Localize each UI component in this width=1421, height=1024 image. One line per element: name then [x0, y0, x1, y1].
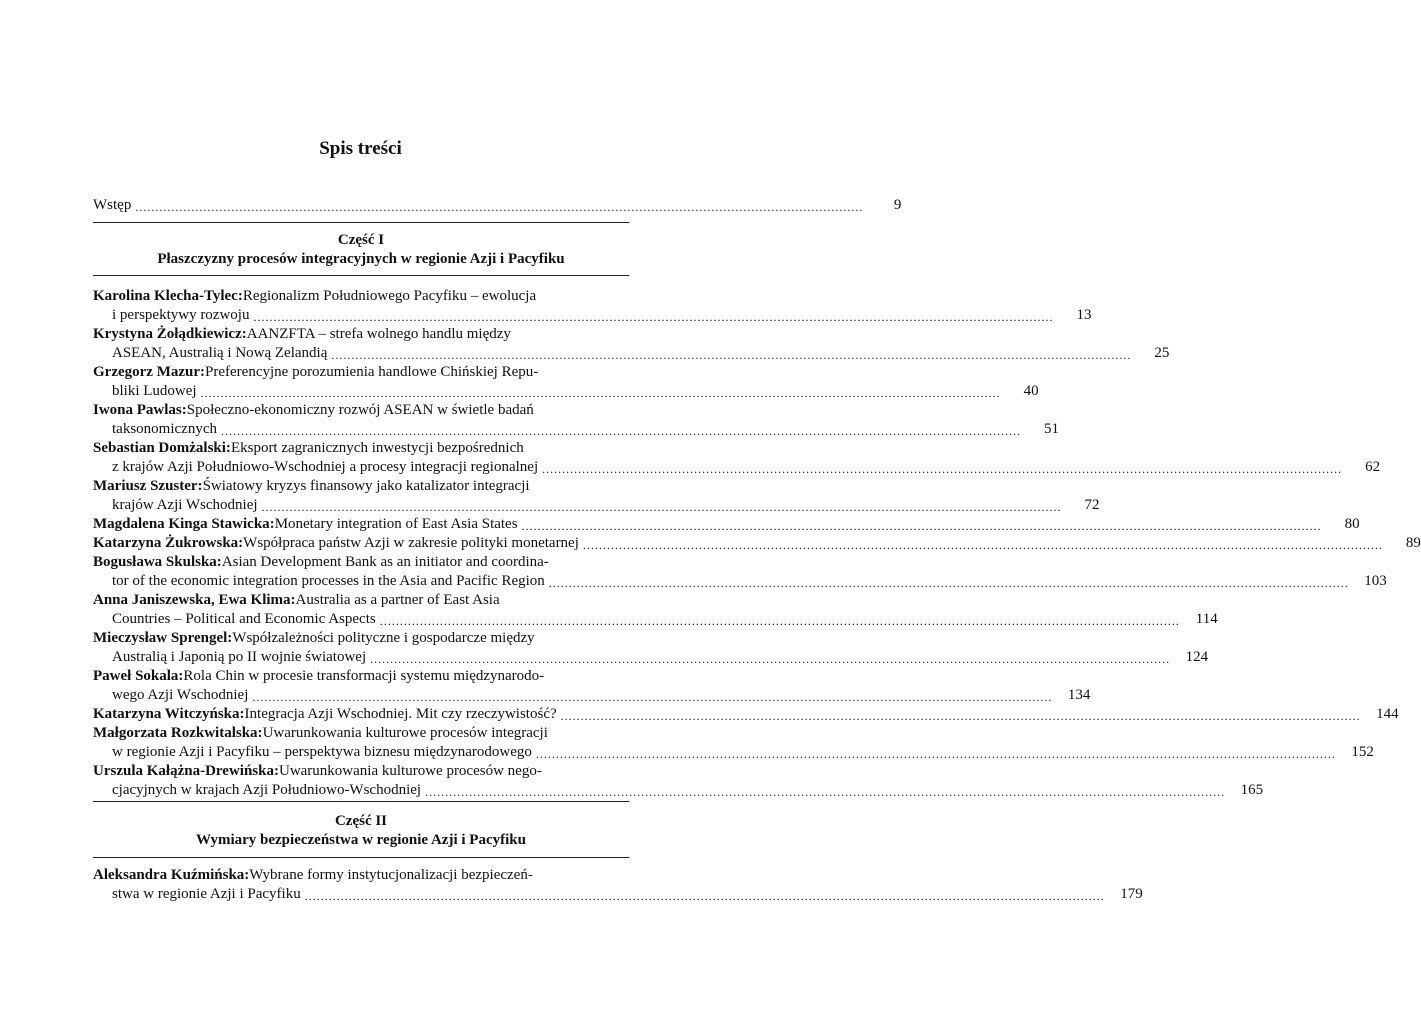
toc-entry-title: Australia as a partner of East Asia — [295, 592, 500, 608]
toc-entry[interactable] — [93, 553, 1387, 591]
toc-part-2-entries — [93, 866, 1143, 904]
toc-entry-title-continued: tor of the economic integration processes in the Asia and Pacific Region — [112, 573, 545, 589]
toc-entry-title-continued: cjacyjnych w krajach Azji Południowo-Wschodniej — [112, 782, 422, 798]
toc-page-number: 72 — [1084, 497, 1100, 513]
toc-entry-author: Iwona Pawlas: — [93, 402, 187, 418]
part-name: Płaszczyzny procesów integracyjnych w regionie Azji i Pacyfiku — [157, 251, 565, 267]
page-title: Spis treści — [319, 138, 402, 159]
toc-entry-author: Mieczysław Sprengel: — [93, 630, 233, 646]
toc-entry-author: Bogusława Skulska: — [93, 554, 222, 570]
toc-entry[interactable] — [93, 866, 1143, 904]
part-label: Część I — [337, 232, 385, 248]
leader-dots: ........................................................................................................................................................................................................ — [542, 462, 1343, 476]
toc-entry-title: Rola Chin w procesie transformacji systemu międzynarodo- — [183, 668, 545, 684]
toc-page-number: 144 — [1376, 706, 1399, 722]
divider — [93, 222, 629, 223]
toc-entry-title-continued: wego Azji Wschodniej — [112, 687, 249, 703]
toc-entry[interactable] — [93, 762, 1264, 800]
divider — [93, 275, 629, 276]
toc-page-number: 9 — [893, 197, 902, 213]
toc-page-number: 152 — [1351, 744, 1374, 760]
toc-entry-title: Monetary integration of East Asia States — [274, 516, 518, 532]
toc-entry[interactable] — [93, 705, 1399, 724]
toc-entry[interactable] — [93, 401, 1059, 439]
toc-entry-title-continued: taksonomicznych — [112, 421, 217, 437]
part-name: Wymiary bezpieczeństwa w regionie Azji i Pacyfiku — [196, 832, 526, 848]
toc-entry-title-continued: ASEAN, Australią i Nową Zelandią — [112, 345, 328, 361]
divider — [93, 857, 629, 858]
toc-entry-author: Anna Janiszewska, Ewa Klima: — [93, 592, 296, 608]
toc-entry[interactable] — [93, 325, 1170, 363]
leader-dots: ........................................................................................................................................................................................................ — [261, 500, 1062, 514]
leader-dots: ........................................................................................................................................................................................................ — [521, 519, 1322, 533]
toc-entry-author: Grzegorz Mazur: — [93, 364, 206, 380]
toc-entry-title: Preferencyjne porozumienia handlowe Chińskiej Repu- — [205, 364, 539, 380]
toc-entry-author: Krystyna Żołądkiewicz: — [93, 326, 247, 342]
toc-entry-title-continued: w regionie Azji i Pacyfiku – perspektywa biznesu międzynarodowego — [112, 744, 532, 760]
toc-page-number: 165 — [1240, 782, 1264, 798]
part-label: Część II — [334, 813, 388, 829]
toc-part-1-entries — [93, 287, 1421, 800]
toc-entry[interactable] — [93, 667, 1091, 705]
toc-entry-title-continued: krajów Azji Wschodniej — [112, 497, 258, 513]
toc-entry-title: Integracja Azji Wschodniej. Mit czy rzeczywistość? — [244, 706, 557, 722]
leader-dots: ........................................................................................................................................................................................................ — [370, 652, 1171, 666]
toc-page-number: 134 — [1067, 687, 1091, 703]
leader-dots: ........................................................................................................................................................................................................ — [252, 690, 1053, 704]
toc-page-number: 25 — [1154, 345, 1170, 361]
leader-dots: ........................................................................................................................................................................................................ — [548, 576, 1349, 590]
toc-entry-author: Paweł Sokala: — [93, 668, 184, 684]
leader-dots: ........................................................................................................................................................................................................ — [425, 785, 1226, 799]
toc-entry-title-continued: bliki Ludowej — [112, 383, 197, 399]
leader-dots: ........................................................................................................................................................................................................ — [200, 386, 1001, 400]
toc-entry-title: Eksport zagranicznych inwestycji bezpośrednich — [230, 440, 524, 456]
toc-intro[interactable] — [93, 196, 902, 215]
toc-page-number: 124 — [1185, 649, 1209, 665]
toc-page-number: 62 — [1365, 459, 1381, 475]
toc-page-number: 114 — [1195, 611, 1218, 627]
leader-dots: ...................................................................................................................................................................................... — [135, 200, 864, 214]
toc-entry-title: Społeczno-ekonomiczny rozwój ASEAN w świetle badań — [186, 402, 534, 418]
toc-entry[interactable] — [93, 439, 1381, 477]
leader-dots: ........................................................................................................................................................................................................ — [379, 614, 1180, 628]
toc-entry[interactable] — [93, 477, 1100, 515]
toc-entry[interactable] — [93, 515, 1360, 534]
toc-page-number: 103 — [1364, 573, 1387, 589]
toc-entry-author: Urszula Kałążna-Drewińska: — [93, 763, 279, 779]
toc-page-number: 13 — [1076, 307, 1092, 323]
toc-entry-title-continued: stwa w regionie Azji i Pacyfiku — [112, 886, 301, 902]
leader-dots: ........................................................................................................................................................................................................ — [220, 424, 1021, 438]
leader-dots: ........................................................................................................................................................................................................ — [560, 709, 1361, 723]
leader-dots: ........................................................................................................................................................................................................ — [582, 538, 1383, 552]
toc-entry-title: Regionalizm Południowego Pacyfiku – ewolucja — [242, 288, 537, 304]
toc-entry-title-continued: i perspektywy rozwoju — [112, 307, 250, 323]
toc-entry-title-continued: Countries – Political and Economic Aspects — [112, 611, 376, 627]
toc-entry-author: Aleksandra Kuźmińska: — [93, 867, 250, 883]
toc-entry[interactable] — [93, 724, 1374, 762]
leader-dots: ........................................................................................................................................................................................................ — [331, 348, 1132, 362]
toc-entry-author: Magdalena Kinga Stawicka: — [93, 516, 275, 532]
toc-page-number: 89 — [1405, 535, 1421, 551]
toc-entry-author: Małgorzata Rozkwitalska: — [93, 725, 263, 741]
toc-entry-author: Katarzyna Witczyńska: — [93, 706, 245, 722]
toc-entry-author: Katarzyna Żukrowska: — [93, 535, 244, 551]
toc-entry-title-continued: Australią i Japonią po II wojnie światowej — [112, 649, 367, 665]
toc-entry[interactable] — [93, 629, 1209, 667]
toc-entry-title: Współpraca państw Azji w zakresie polityki monetarnej — [243, 535, 579, 551]
toc-entry-author: Mariusz Szuster: — [93, 478, 203, 494]
toc-entry-author: Karolina Klecha-Tylec: — [93, 288, 243, 304]
toc-entry-title: Współzależności polityczne i gospodarcze między — [232, 630, 535, 646]
toc-page-number: 179 — [1120, 886, 1143, 902]
toc-entry[interactable] — [93, 363, 1039, 401]
toc-entry[interactable] — [93, 534, 1421, 553]
toc-page-number: 40 — [1023, 383, 1039, 399]
leader-dots: ........................................................................................................................................................................................................ — [304, 889, 1105, 903]
toc-entry-title: AANZFTA – strefa wolnego handlu między — [246, 326, 511, 342]
toc-entry-author: Sebastian Domżalski: — [93, 440, 231, 456]
leader-dots: ........................................................................................................................................................................................................ — [535, 747, 1336, 761]
toc-entry[interactable] — [93, 591, 1218, 629]
toc-page-number: 80 — [1344, 516, 1360, 532]
toc-entry-title: Uwarunkowania kulturowe procesów integracji — [262, 725, 548, 741]
toc-entry-title: Uwarunkowania kulturowe procesów nego- — [278, 763, 542, 779]
divider — [93, 801, 629, 802]
toc-entry-title: Wybrane formy instytucjonalizacji bezpieczeń- — [249, 867, 533, 883]
toc-page-number: 51 — [1043, 421, 1059, 437]
toc-entry-title-continued: z krajów Azji Południowo-Wschodniej a procesy integracji regionalnej — [112, 459, 539, 475]
toc-entry[interactable] — [93, 287, 1092, 325]
toc-entry-title: Asian Development Bank as an initiator and coordina- — [221, 554, 549, 570]
leader-dots: ........................................................................................................................................................................................................ — [253, 310, 1054, 324]
toc-intro-label: Wstęp — [93, 197, 132, 213]
toc-entry-title: Światowy kryzys finansowy jako katalizator integracji — [202, 478, 530, 494]
